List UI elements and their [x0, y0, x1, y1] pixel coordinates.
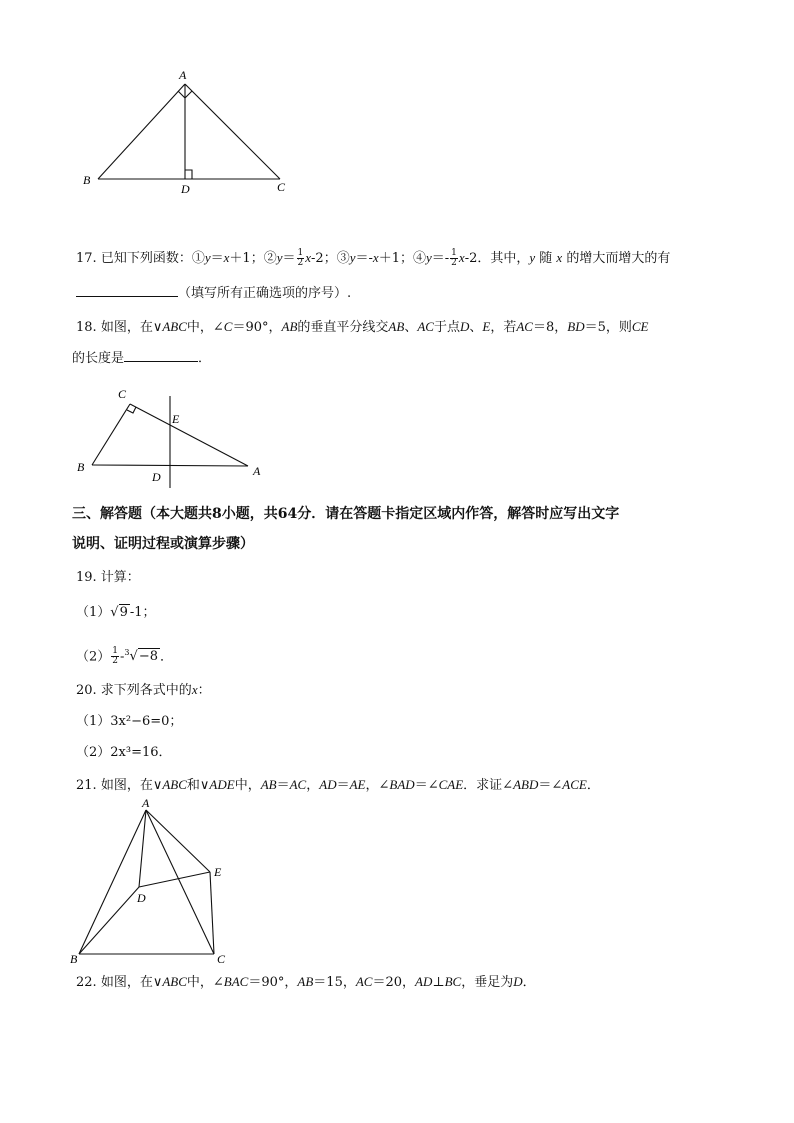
q17-line2-text: （填写所有正确选项的序号）.: [178, 286, 352, 301]
q17-f4: ④: [412, 251, 426, 266]
q17-f4eq: ＝-: [431, 251, 450, 266]
cube-root-symbol: √−8: [129, 649, 158, 665]
q18-t3: ＝90°，: [232, 320, 282, 335]
label-b: B: [83, 173, 91, 187]
q19-p1-end: -1；: [129, 605, 156, 620]
q19-p2-num: 1: [112, 646, 119, 657]
label-c: C: [277, 180, 286, 194]
q19-p2-label: （2）: [76, 649, 111, 665]
q22-num: 22.: [76, 975, 101, 990]
q21-t11: ．: [586, 778, 600, 793]
q21-abd: ABD: [513, 777, 539, 792]
q17-line2: [76, 283, 351, 303]
q17-f2y: y: [276, 250, 283, 265]
q18-t2: 中，∠: [186, 320, 224, 335]
label-e: E: [214, 865, 222, 879]
q19-p2-radicand: −8: [138, 649, 158, 665]
side-ca: [130, 404, 248, 466]
q19-p2-end: ．: [159, 649, 173, 665]
q18-t4: 的垂直平分线交: [297, 320, 389, 335]
q22-ab: AB: [297, 974, 314, 989]
q18-line2-text: 的长度是: [72, 351, 125, 366]
figure-triangle-altitude: [70, 62, 310, 202]
q17-f3end: ＋1；: [378, 251, 413, 266]
q22-bc: BC: [444, 974, 462, 989]
q21-t9: ．求证∠: [463, 778, 514, 793]
figure-perpendicular-bisector: [72, 382, 272, 492]
q18-ac: AC: [417, 319, 434, 334]
q18-ce: CE: [631, 319, 649, 334]
label-a: A: [253, 464, 261, 478]
q20-part1: （1）3x²−6=0；: [76, 714, 183, 729]
q22-abc: ABC: [162, 974, 187, 989]
q21-t6: ＝: [336, 778, 350, 793]
q22-t6: ⊥: [432, 975, 445, 990]
label-a: A: [142, 796, 150, 810]
q18-line2: [72, 348, 211, 368]
label-d: D: [137, 891, 146, 905]
q21-ade: ADE: [209, 777, 235, 792]
q21-t3: 中，: [234, 778, 261, 793]
q19-p2-mid: -: [120, 649, 125, 665]
q19-p1-radicand: 9: [119, 605, 128, 620]
label-a: A: [179, 68, 187, 82]
q21-ac: AC: [289, 777, 307, 792]
q18-d: D: [459, 319, 470, 334]
q19-p2-root-index: 3: [124, 648, 130, 657]
q18-bd: BD: [567, 319, 585, 334]
q18-line1: [76, 318, 649, 337]
q17-f1y: y: [204, 250, 211, 265]
label-b: B: [77, 460, 85, 474]
q19-p2-den: 2: [112, 656, 119, 667]
q21-ace: ACE: [562, 777, 587, 792]
q22-t4: ＝15，: [313, 975, 356, 990]
q18-t6: 于点: [433, 320, 460, 335]
q17-f4end: -2．其中，: [464, 251, 530, 266]
q21-ae: AE: [349, 777, 366, 792]
q18-answer-blank[interactable]: [124, 348, 198, 362]
q17-num: 17.: [76, 251, 101, 266]
q21-t2: 和∨: [186, 778, 210, 793]
section3-heading-line1: 三、解答题（本大题共8小题，共64分．请在答题卡指定区域内作答，解答时应写出文字: [72, 506, 620, 522]
q22-t3: ＝90°，: [248, 975, 298, 990]
q18-ab: AB: [281, 319, 298, 334]
q17-answer-blank[interactable]: [76, 283, 178, 297]
section3-heading-line2: 说明、证明过程或演算步骤）: [72, 536, 254, 552]
q17-line1: [76, 249, 670, 268]
side-ab: [98, 84, 185, 179]
label-d: D: [181, 182, 190, 196]
q22-t7: ，垂足为: [461, 975, 514, 990]
q17-f1end: ＋1；: [229, 251, 264, 266]
q21-t10: ＝∠: [538, 778, 563, 793]
q19-p1-label: （1）: [76, 605, 111, 620]
q17-tail-mid: 随: [535, 251, 557, 266]
seg-ae: [146, 810, 210, 872]
q22-t2: 中，∠: [186, 975, 224, 990]
q18-t8: ，若: [490, 320, 517, 335]
q22-t1: 如图，在∨: [100, 975, 163, 990]
q18-t9: ＝8，: [532, 320, 568, 335]
q17-f2x: x: [305, 250, 312, 265]
q21-bad: BAD: [389, 777, 415, 792]
q18-abc: ABC: [162, 319, 187, 334]
q21-line: [76, 776, 600, 795]
q21-abc: ABC: [162, 777, 187, 792]
seg-bd: [79, 887, 139, 954]
q22-ad: AD: [415, 974, 433, 989]
q19-p2-fraction: [111, 647, 119, 666]
q21-ad: AD: [319, 777, 337, 792]
side-ac: [185, 84, 280, 179]
figure-congruent-triangles: [66, 796, 246, 968]
q17-f1x: x: [223, 250, 230, 265]
seg-ab: [79, 810, 146, 954]
seg-ac: [146, 810, 214, 954]
q18-ab2: AB: [388, 319, 405, 334]
q20-title-x: x: [191, 682, 198, 697]
q22-t8: ．: [522, 975, 536, 990]
q17-f2-fraction: [297, 249, 305, 268]
q22-ac: AC: [355, 974, 373, 989]
seg-de: [139, 872, 210, 887]
q17-tail-end: 的增大而增大的有: [562, 251, 671, 266]
q19-part1: [76, 604, 156, 622]
q20-title-a: 20. 求下列各式中的: [76, 683, 192, 698]
q17-f2end: -2；: [311, 251, 337, 266]
q17-f1eq: ＝: [210, 251, 224, 266]
q21-num: 21.: [76, 778, 101, 793]
q18-e: E: [482, 319, 491, 334]
q18-num: 18.: [76, 320, 101, 335]
q17-f2eq: ＝: [282, 251, 296, 266]
sqrt-symbol: √9: [110, 605, 128, 620]
label-e: E: [172, 412, 180, 426]
q18-line2-end: ．: [198, 351, 212, 366]
q17-f3eq: ＝-: [355, 251, 373, 266]
q18-ac2: AC: [516, 319, 533, 334]
q17-f2-num: 1: [297, 248, 304, 258]
q17-f4x: x: [458, 250, 465, 265]
q17-f4-num: 1: [451, 248, 457, 258]
seg-ec: [210, 872, 214, 954]
q21-t5: ，: [306, 778, 320, 793]
label-c: C: [118, 387, 127, 401]
q17-f3y: y: [349, 250, 356, 265]
q21-t7: ，∠: [365, 778, 390, 793]
q18-c: C: [223, 319, 233, 334]
q18-t1: 如图，在∨: [100, 320, 163, 335]
q18-t5: 、: [404, 320, 418, 335]
q17-f1: ①: [191, 251, 205, 266]
q21-t8: ＝∠: [414, 778, 439, 793]
q22-bac: BAC: [223, 974, 249, 989]
q20-title: [76, 681, 211, 700]
q21-cae: CAE: [438, 777, 464, 792]
side-cb: [92, 404, 130, 465]
q17-f4y: y: [425, 250, 432, 265]
q20-part2: （2）2x³=16．: [76, 745, 172, 760]
q18-t10: ＝5，则: [584, 320, 632, 335]
q17-f2: ②: [263, 251, 277, 266]
q17-f4-den: 2: [451, 258, 457, 268]
q22-t5: ＝20，: [372, 975, 416, 990]
q17-f2-den: 2: [297, 258, 304, 268]
q18-t7: 、: [469, 320, 483, 335]
q20-title-b: ：: [197, 683, 211, 698]
q21-t1: 如图，在∨: [100, 778, 163, 793]
q17-lead: 已知下列函数：: [100, 251, 192, 266]
right-angle-mark-d: [185, 170, 192, 179]
right-angle-mark-c: [127, 407, 136, 413]
label-b: B: [70, 952, 78, 966]
q19-part2: [76, 644, 173, 666]
label-c: C: [217, 952, 226, 966]
q17-f3x: x: [372, 250, 379, 265]
q17-f4-fraction: [450, 249, 458, 268]
q21-t4: ＝: [276, 778, 290, 793]
q19-title: 19. 计算：: [76, 570, 140, 585]
label-d: D: [152, 470, 161, 484]
q17-tail-x: x: [556, 250, 563, 265]
q22-d: D: [513, 974, 523, 989]
q17-f3: ③: [336, 251, 350, 266]
q21-ab: AB: [260, 777, 277, 792]
q22-line: [76, 973, 536, 992]
q17-tail-y: y: [529, 250, 536, 265]
